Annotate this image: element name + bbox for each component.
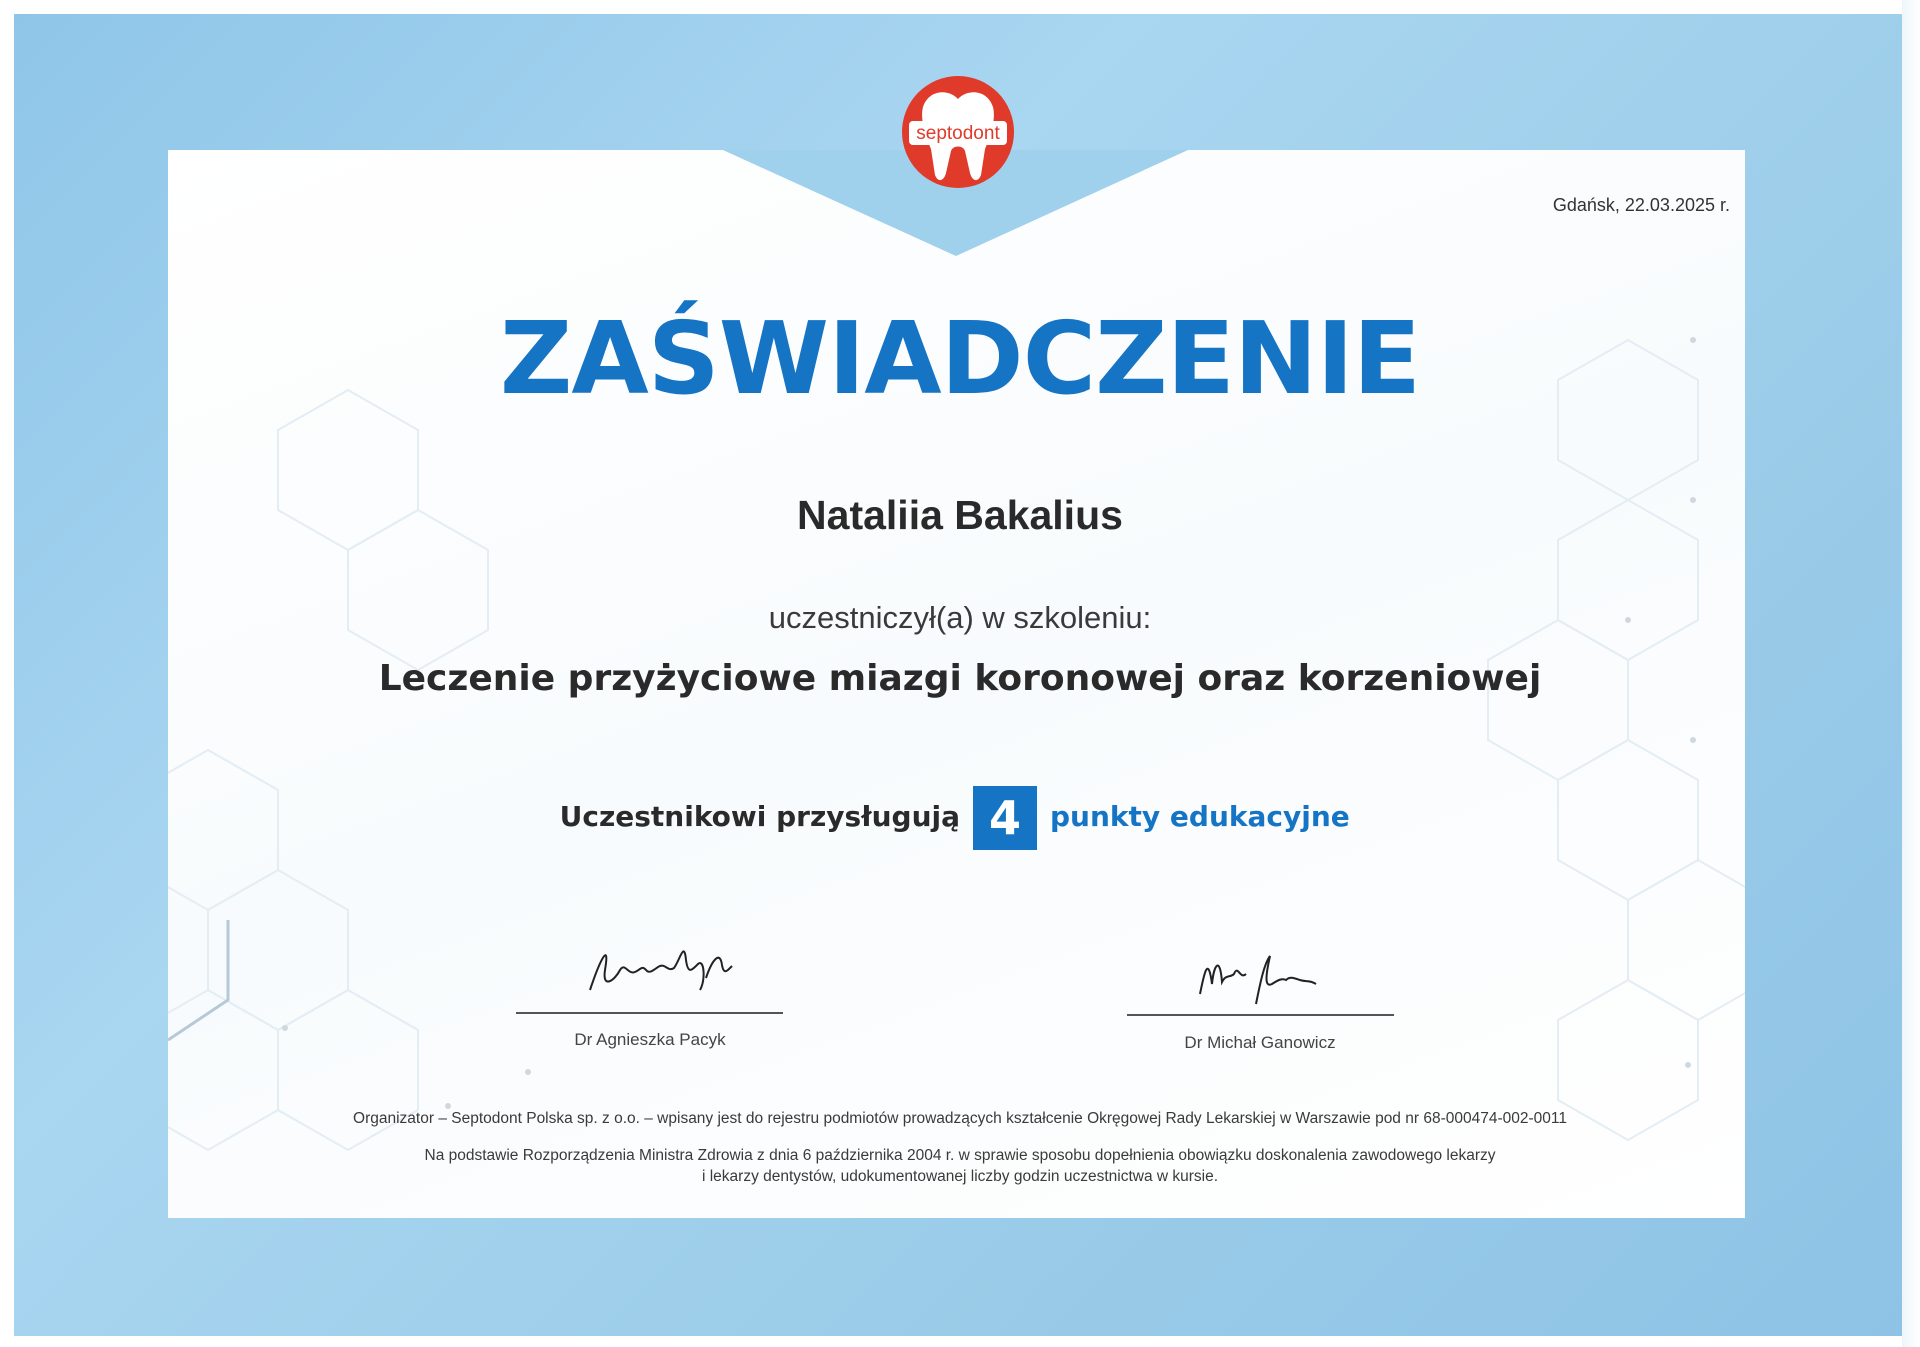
legal-basis-note: [200, 1145, 1720, 1187]
signature-pacyk: [580, 930, 740, 1010]
recipient-name: Nataliia Bakalius: [797, 492, 1123, 538]
signature-line-left: [516, 1012, 783, 1014]
logo-brand-text: septodont: [916, 123, 1000, 144]
points-unit-text: punkty edukacyjne: [1050, 800, 1350, 833]
septodont-logo: [901, 75, 1015, 189]
legal-basis-line-2: i lekarzy dentystów, udokumentowanej liczby godzin uczestnictwa w kursie.: [701, 1168, 1219, 1185]
organizer-note: Organizator – Septodont Polska sp. z o.o. – wpisany jest do rejestru podmiotów prowadzących kształcenie Okręgowej Rady Lekarskiej w Warszawie pod nr 68-000474-002-0011: [353, 1110, 1567, 1127]
signature-line-right: [1127, 1014, 1394, 1016]
course-title: Leczenie przyżyciowe miazgi koronowej oraz korzeniowej: [378, 658, 1542, 699]
certificate-title: ZAŚWIADCZENIE: [499, 300, 1421, 417]
points-value-badge: 4: [973, 786, 1037, 850]
issue-date: Gdańsk, 22.03.2025 r.: [1552, 195, 1730, 215]
points-lead-text: Uczestnikowi przysługują: [559, 800, 960, 833]
scan-edge: [1902, 0, 1920, 1347]
signer-name-left: Dr Agnieszka Pacyk: [574, 1030, 726, 1049]
signature-ganowicz: [1190, 944, 1330, 1014]
participation-intro: uczestniczył(a) w szkoleniu:: [768, 600, 1152, 635]
signer-name-right: Dr Michał Ganowicz: [1184, 1033, 1336, 1052]
legal-basis-line-1: Na podstawie Rozporządzenia Ministra Zdrowia z dnia 6 października 2004 r. w sprawie sposobu dopełnienia obowiązku doskonalenia zawodowego lekarzy: [424, 1147, 1496, 1164]
